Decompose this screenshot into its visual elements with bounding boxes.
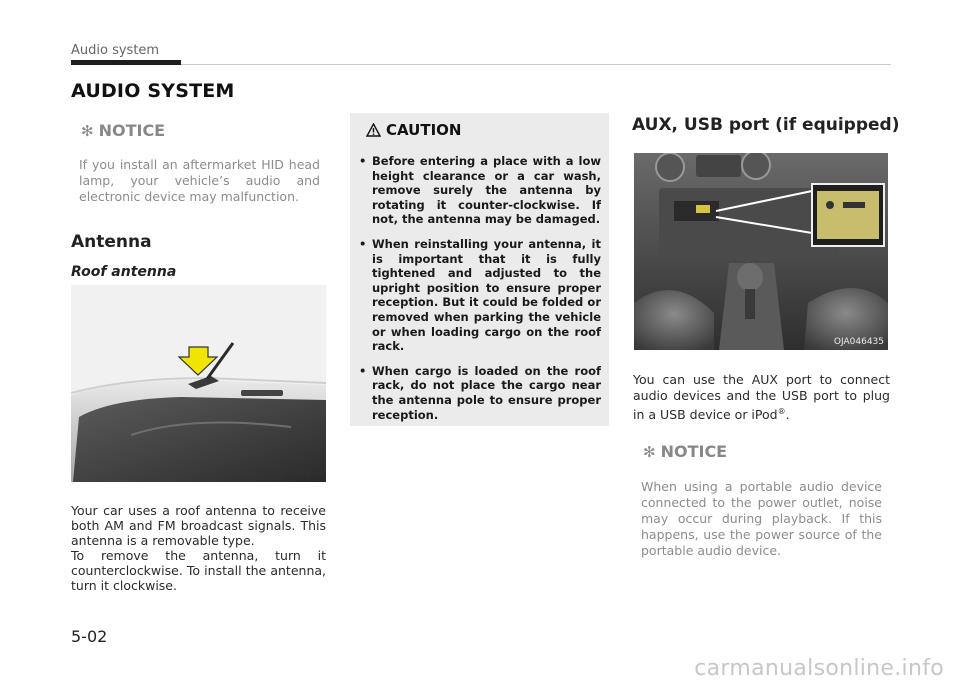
caution-title-text: CAUTION — [386, 121, 462, 139]
antenna-heading: Antenna — [71, 232, 152, 252]
figure-code: OJA046453 — [271, 469, 322, 479]
caution-item: • When reinstalling your antenna, it is important that it is fully tightened and adjusted to the upright position to ensure proper reception. But it could be folded or removed when parking the vehicle or when loading cargo on the roof rack. — [359, 236, 601, 354]
notice-title — [81, 121, 165, 140]
roof-antenna-figure — [71, 285, 326, 482]
section-label: Audio system — [71, 43, 160, 58]
antenna-paragraph-1: Your car uses a roof antenna to receive both AM and FM broadcast signals. This antenna is a removable type. — [71, 503, 326, 548]
notice-title-text: NOTICE — [98, 121, 166, 140]
header-bar — [71, 60, 181, 65]
figure-code: OJA046435 — [833, 337, 884, 347]
caution-list — [357, 154, 601, 432]
notice-title-text: NOTICE — [660, 442, 728, 461]
asterisk-icon: ✻ — [81, 121, 94, 140]
caution-title — [366, 121, 461, 139]
warning-triangle-icon — [366, 123, 381, 137]
aux-usb-paragraph: You can use the AUX port to connect audio devices and the USB port to plug in a USB device or iPod®. — [633, 372, 890, 423]
antenna-paragraph-2: To remove the antenna, turn it counterclockwise. To install the antenna, turn it clockwise. — [71, 548, 326, 593]
caution-item: • When cargo is loaded on the roof rack, do not place the cargo near the antenna pole to ensure proper reception. — [359, 363, 601, 422]
notice-body: If you install an aftermarket HID head lamp, your vehicle’s audio and electronic device may malfunction. — [79, 157, 320, 204]
header-rule — [181, 64, 891, 65]
watermark: carmanualsonline.info — [694, 656, 944, 681]
caution-item: • Before entering a place with a low height clearance or a car wash, remove surely the antenna by rotating it counter-clockwise. If not, the antenna may be damaged. — [359, 154, 601, 227]
notice-body: When using a portable audio device connected to the power outlet, noise may occur during playback. If this happens, use the power source of the portable audio device. — [641, 479, 882, 558]
aux-usb-heading: AUX, USB port (if equipped) — [632, 115, 900, 135]
notice-title — [643, 442, 727, 461]
aux-usb-figure — [634, 153, 888, 350]
aux-usb-illustration — [634, 153, 888, 350]
asterisk-icon: ✻ — [643, 442, 656, 461]
roof-antenna-heading: Roof antenna — [71, 264, 177, 280]
page-number: 5-02 — [71, 627, 108, 646]
roof-antenna-illustration — [71, 285, 326, 482]
page-title: AUDIO SYSTEM — [71, 80, 235, 102]
